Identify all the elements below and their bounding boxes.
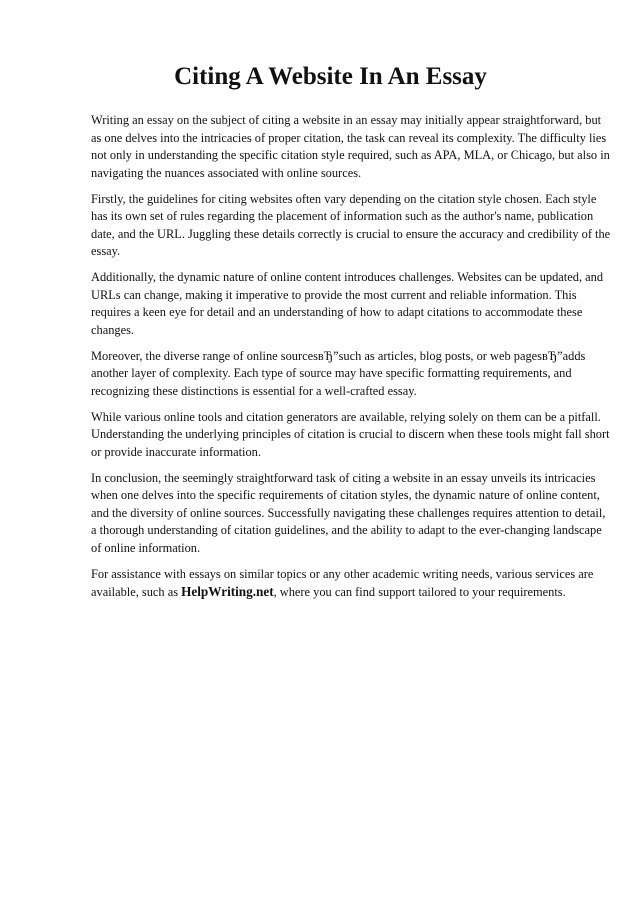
closing-text-before: For assistance with essays on similar topics or any other academic writing needs, various services are available, such as	[91, 566, 594, 599]
paragraph-citation-tools: While various online tools and citation generators are available, relying solely on them can be a pitfall. Understanding the underlying principles of citation is crucial to discern when these tools might fall short or provide inaccurate information.	[91, 409, 610, 459]
paragraph-dynamic-content: Additionally, the dynamic nature of online content introduces challenges. Websites can be updated, and URLs can change, making it imperative to provide the most current and reliable information. This requires a keen eye for detail and an understanding of how to adapt citations to accommodate these changes.	[91, 270, 604, 337]
brand-link[interactable]: HelpWriting.net	[181, 584, 274, 599]
paragraph-conclusion: In conclusion, the seemingly straightforward task of citing a website in an essay unveils its intricacies when one delves into the specific requirements of citation styles, the dynamic nature of online content, and the diversity of online sources. Successfully navigating these challenges requires attention to detail, a thorough understanding of citation guidelines, and the ability to adapt to the ever-changing landscape of online information.	[91, 470, 606, 555]
closing-text-after: , where you can find support tailored to your requirements.	[273, 585, 566, 599]
paragraph-source-types: Moreover, the diverse range of online sourcesвЂ”such as articles, blog posts, or web pagesвЂ”adds another layer of complexity. Each type of source may have specific formatting requirements, and recognizing these distinctions is essential for a well-crafted essay.	[91, 348, 586, 398]
paragraph-guidelines: Firstly, the guidelines for citing websites often vary depending on the citation style chosen. Each style has its own set of rules regarding the placement of information such as the author's name, publication date, and the URL. Juggling these details correctly is crucial to ensure the accuracy and credibility of the essay.	[91, 191, 611, 258]
paragraph-closing	[91, 566, 612, 602]
document-title: Citing A Website In An Essay	[174, 63, 487, 90]
paragraph-intro: Writing an essay on the subject of citing a website in an essay may initially appear straightforward, but as one delves into the intricacies of proper citation, the task can reveal its complexity. The difficulty lies not only in understanding the specific citation style required, such as APA, MLA, or Chicago, but also in navigating the nuances associated with online sources.	[91, 113, 610, 180]
